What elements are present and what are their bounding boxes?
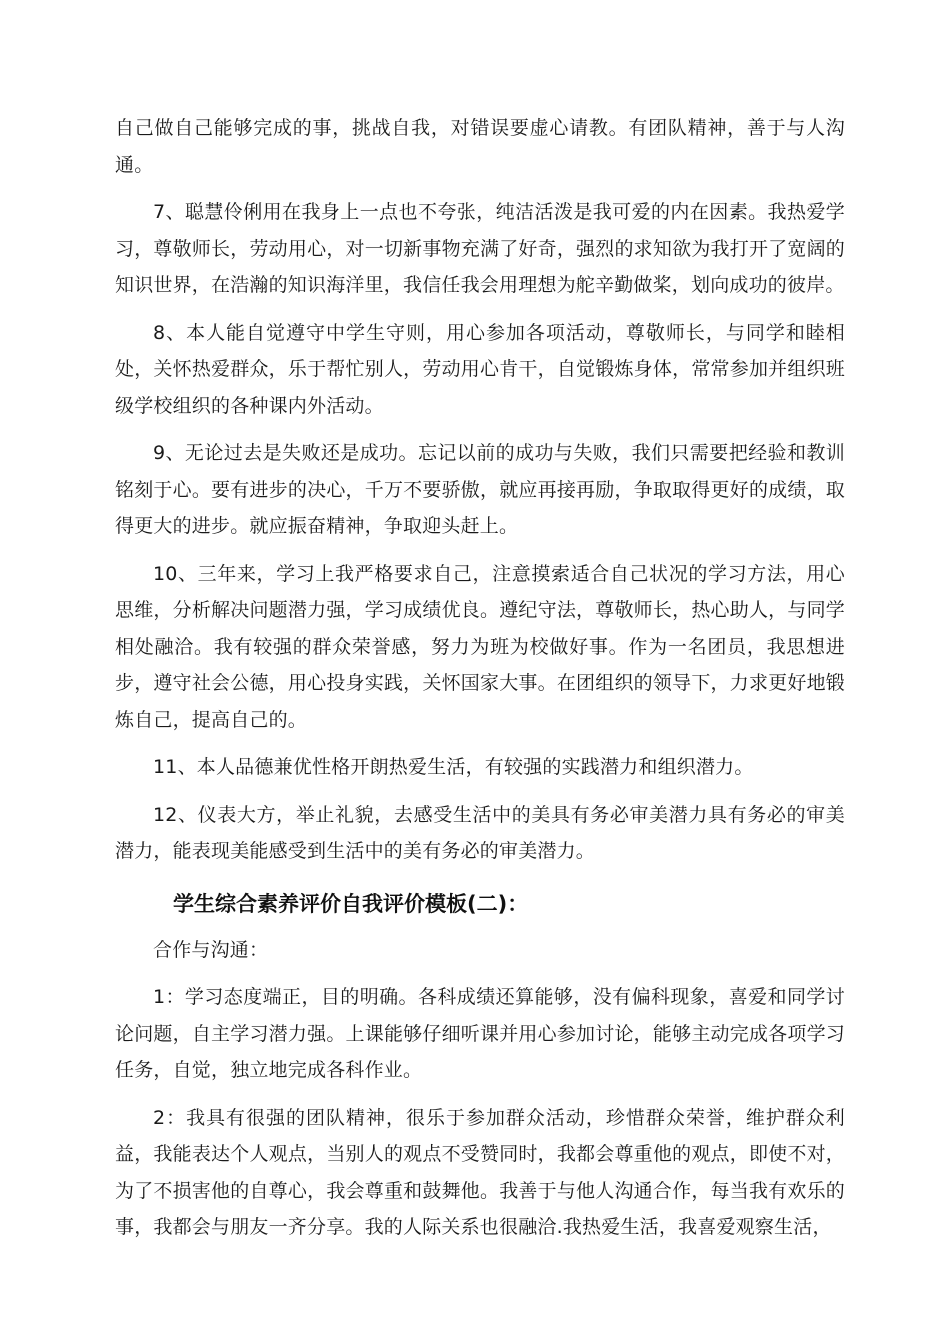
paragraph-item-9: 9、无论过去是失败还是成功。忘记以前的成功与失败，我们只需要把经验和教训铭刻于心。要有进步的决心，千万不要骄傲，就应再接再励，争取取得更好的成绩，取得更大的进步。就应振奋精神，争取迎头赶上。 xyxy=(115,442,845,537)
paragraph-item-12: 12、仪表大方，举止礼貌，去感受生活中的美具有务必审美潜力具有务必的审美潜力，能表现美能感受到生活中的美有务必的审美潜力。 xyxy=(115,803,845,862)
paragraph-continued: 自己做自己能够完成的事，挑战自我，对错误要虚心请教。有团队精神，善于与人沟通。 xyxy=(115,117,845,176)
paragraph-item-10: 10、三年来，学习上我严格要求自己，注意摸索适合自己状况的学习方法，用心思维，分析解决问题潜力强，学习成绩优良。遵纪守法，尊敬师长，热心助人，与同学相处融洽。我有较强的群众荣誉感，努力为班为校做好事。作为一名团员，我思想进步，遵守社会公德，用心投身实践，关怀国家大事。在团组织的领导下，力求更好地锻炼自己，提高自己的。 xyxy=(115,562,845,731)
paragraph-item-11: 11、本人品德兼优性格开朗热爱生活，有较强的实践潜力和组织潜力。 xyxy=(153,756,754,778)
paragraph-item-7: 7、聪慧伶俐用在我身上一点也不夸张，纯洁活泼是我可爱的内在因素。我热爱学习，尊敬师长，劳动用心，对一切新事物充满了好奇，强烈的求知欲为我打开了宽阔的知识世界，在浩瀚的知识海洋里，我信任我会用理想为舵辛勤做桨，划向成功的彼岸。 xyxy=(115,201,845,296)
paragraph-item-2: 2：我具有很强的团队精神，很乐于参加群众活动，珍惜群众荣誉，维护群众利益，我能表达个人观点，当别人的观点不受赞同时，我都会尊重他的观点，即使不对，为了不损害他的自尊心，我会尊重和鼓舞他。我善于与他人沟通合作，每当我有欢乐的事，我都会与朋友一齐分享。我的人际关系也很融洽.我热爱生活，我喜爱观察生活， xyxy=(115,1106,845,1238)
paragraph-subheading: 合作与沟通： xyxy=(153,938,269,961)
section-heading: 学生综合素养评价自我评价模板(二)： xyxy=(173,891,529,916)
document-body xyxy=(115,110,845,1257)
paragraph-item-1: 1：学习态度端正，目的明确。各科成绩还算能够，没有偏科现象，喜爱和同学讨论问题，自主学习潜力强。上课能够仔细听课并用心参加讨论，能够主动完成各项学习任务，自觉，独立地完成各科作业。 xyxy=(115,986,845,1081)
paragraph-item-8: 8、本人能自觉遵守中学生守则，用心参加各项活动，尊敬师长，与同学和睦相处，关怀热爱群众，乐于帮忙别人，劳动用心肯干，自觉锻炼身体，常常参加并组织班级学校组织的各种课内外活动。 xyxy=(115,321,845,417)
